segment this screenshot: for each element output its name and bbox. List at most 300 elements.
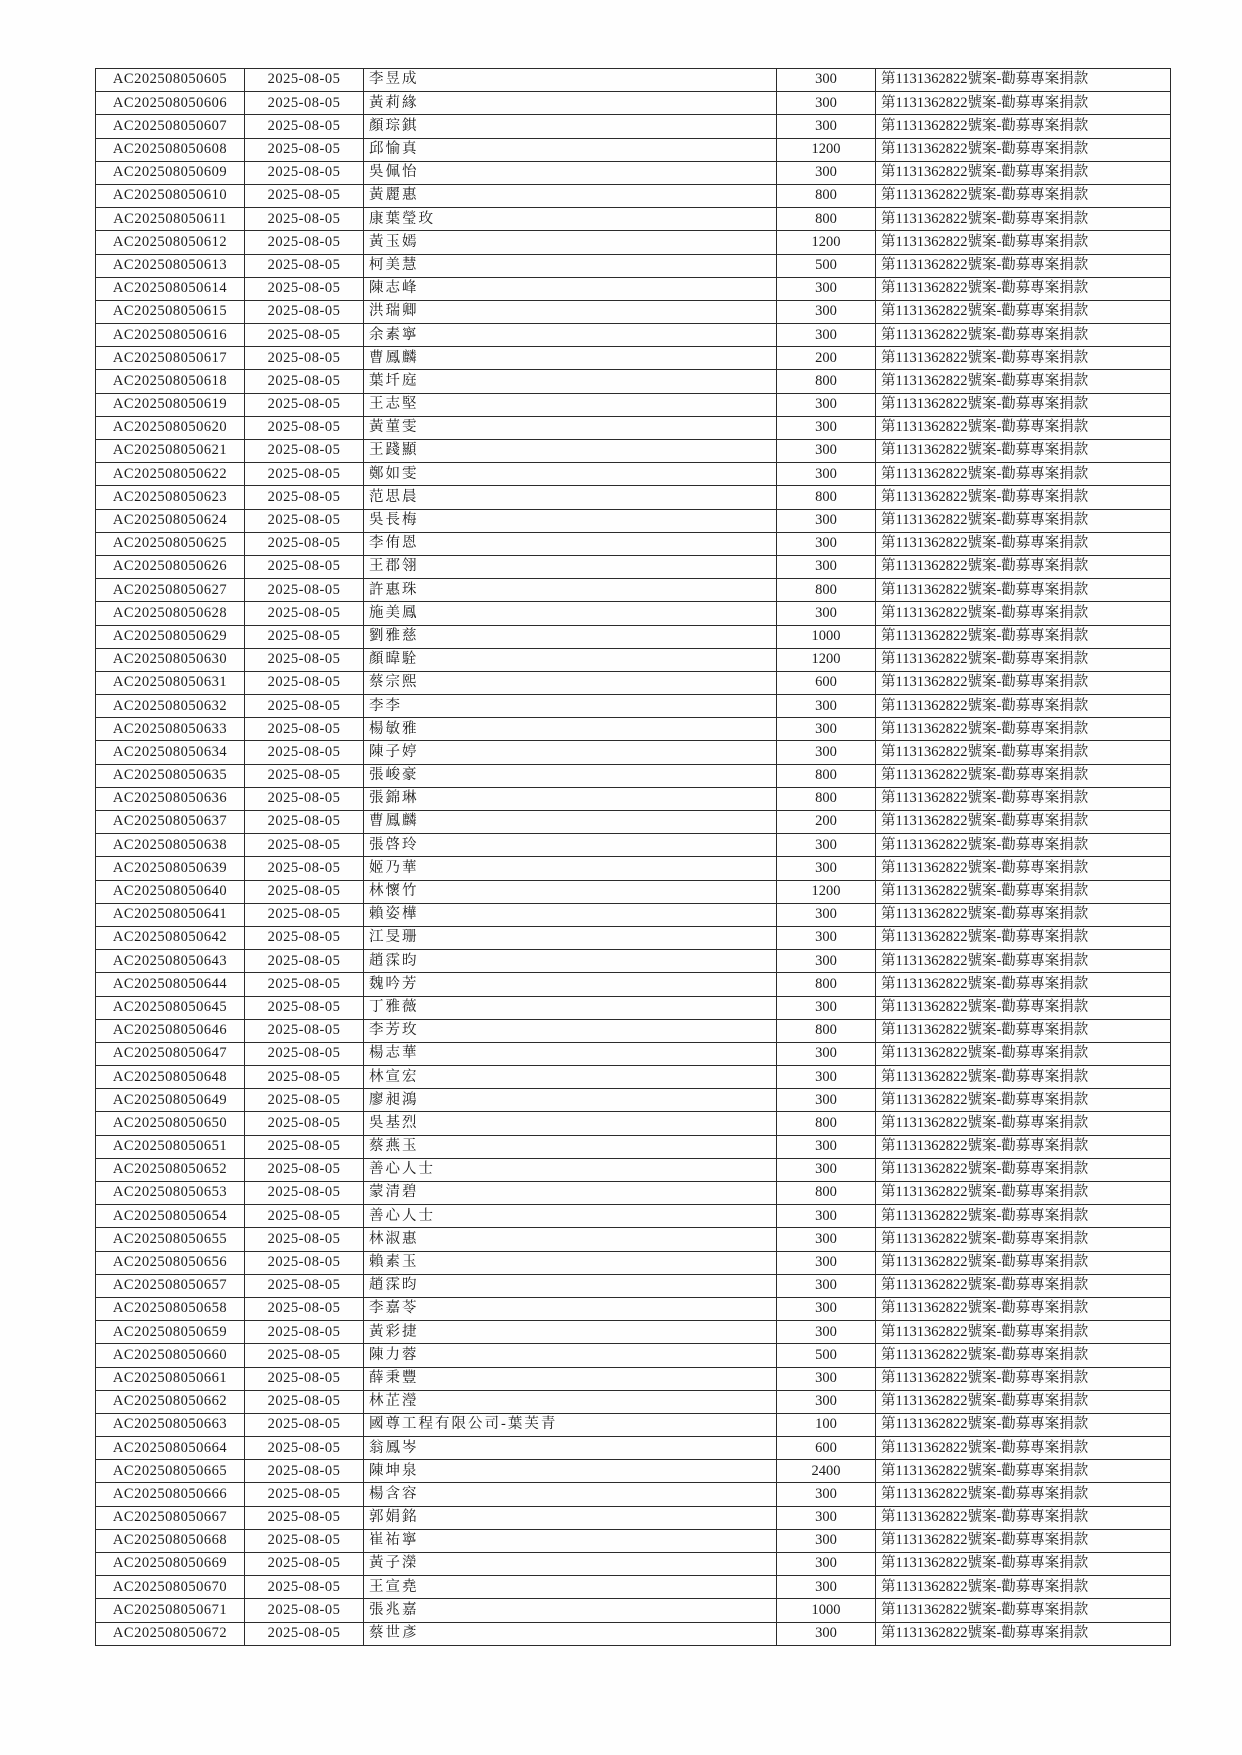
cell-amount: 300 <box>777 1553 876 1576</box>
table-row <box>96 1112 1171 1135</box>
cell-date: 2025-08-05 <box>245 718 364 741</box>
cell-donor-name: 顏暐駩 <box>364 648 777 671</box>
cell-case-label: 第1131362822號案-勸募專案捐款 <box>876 254 1171 277</box>
cell-receipt-id: AC202508050668 <box>96 1529 245 1552</box>
cell-case-label: 第1131362822號案-勸募專案捐款 <box>876 625 1171 648</box>
cell-case-label: 第1131362822號案-勸募專案捐款 <box>876 880 1171 903</box>
cell-amount: 800 <box>777 579 876 602</box>
cell-donor-name: 曹鳳麟 <box>364 347 777 370</box>
cell-donor-name: 善心人士 <box>364 1158 777 1181</box>
cell-donor-name: 丁雅薇 <box>364 996 777 1019</box>
cell-date: 2025-08-05 <box>245 486 364 509</box>
cell-case-label: 第1131362822號案-勸募專案捐款 <box>876 532 1171 555</box>
table-row <box>96 1297 1171 1320</box>
cell-amount: 500 <box>777 1344 876 1367</box>
cell-amount: 200 <box>777 811 876 834</box>
cell-case-label: 第1131362822號案-勸募專案捐款 <box>876 370 1171 393</box>
cell-amount: 300 <box>777 555 876 578</box>
cell-date: 2025-08-05 <box>245 393 364 416</box>
cell-case-label: 第1131362822號案-勸募專案捐款 <box>876 1112 1171 1135</box>
cell-receipt-id: AC202508050647 <box>96 1042 245 1065</box>
cell-donor-name: 趙霂昀 <box>364 1274 777 1297</box>
cell-receipt-id: AC202508050656 <box>96 1251 245 1274</box>
cell-receipt-id: AC202508050670 <box>96 1576 245 1599</box>
cell-donor-name: 王志堅 <box>364 393 777 416</box>
cell-case-label: 第1131362822號案-勸募專案捐款 <box>876 393 1171 416</box>
table-row <box>96 370 1171 393</box>
cell-date: 2025-08-05 <box>245 1321 364 1344</box>
cell-case-label: 第1131362822號案-勸募專案捐款 <box>876 950 1171 973</box>
table-row <box>96 973 1171 996</box>
table-row <box>96 532 1171 555</box>
cell-amount: 800 <box>777 370 876 393</box>
cell-amount: 300 <box>777 1506 876 1529</box>
table-row <box>96 1205 1171 1228</box>
cell-case-label: 第1131362822號案-勸募專案捐款 <box>876 1158 1171 1181</box>
cell-amount: 300 <box>777 532 876 555</box>
cell-case-label: 第1131362822號案-勸募專案捐款 <box>876 1274 1171 1297</box>
cell-donor-name: 余素寧 <box>364 324 777 347</box>
cell-receipt-id: AC202508050646 <box>96 1019 245 1042</box>
cell-date: 2025-08-05 <box>245 1437 364 1460</box>
cell-case-label: 第1131362822號案-勸募專案捐款 <box>876 1483 1171 1506</box>
cell-date: 2025-08-05 <box>245 463 364 486</box>
cell-donor-name: 范思晨 <box>364 486 777 509</box>
table-row <box>96 416 1171 439</box>
cell-case-label: 第1131362822號案-勸募專案捐款 <box>876 1042 1171 1065</box>
cell-date: 2025-08-05 <box>245 926 364 949</box>
cell-date: 2025-08-05 <box>245 1460 364 1483</box>
cell-case-label: 第1131362822號案-勸募專案捐款 <box>876 1576 1171 1599</box>
cell-case-label: 第1131362822號案-勸募專案捐款 <box>876 671 1171 694</box>
cell-donor-name: 王郡翎 <box>364 555 777 578</box>
cell-receipt-id: AC202508050660 <box>96 1344 245 1367</box>
cell-amount: 300 <box>777 1297 876 1320</box>
cell-amount: 2400 <box>777 1460 876 1483</box>
cell-date: 2025-08-05 <box>245 208 364 231</box>
cell-date: 2025-08-05 <box>245 1599 364 1622</box>
cell-amount: 800 <box>777 208 876 231</box>
table-row <box>96 648 1171 671</box>
cell-donor-name: 邱愉真 <box>364 138 777 161</box>
cell-date: 2025-08-05 <box>245 231 364 254</box>
cell-receipt-id: AC202508050662 <box>96 1390 245 1413</box>
cell-receipt-id: AC202508050614 <box>96 277 245 300</box>
cell-date: 2025-08-05 <box>245 1483 364 1506</box>
table-row <box>96 509 1171 532</box>
cell-date: 2025-08-05 <box>245 1042 364 1065</box>
cell-amount: 300 <box>777 1321 876 1344</box>
cell-case-label: 第1131362822號案-勸募專案捐款 <box>876 764 1171 787</box>
table-row <box>96 1228 1171 1251</box>
cell-date: 2025-08-05 <box>245 625 364 648</box>
cell-amount: 300 <box>777 718 876 741</box>
cell-date: 2025-08-05 <box>245 671 364 694</box>
cell-receipt-id: AC202508050631 <box>96 671 245 694</box>
cell-case-label: 第1131362822號案-勸募專案捐款 <box>876 857 1171 880</box>
cell-donor-name: 陳子婷 <box>364 741 777 764</box>
cell-date: 2025-08-05 <box>245 764 364 787</box>
cell-case-label: 第1131362822號案-勸募專案捐款 <box>876 208 1171 231</box>
cell-case-label: 第1131362822號案-勸募專案捐款 <box>876 509 1171 532</box>
cell-amount: 300 <box>777 393 876 416</box>
cell-date: 2025-08-05 <box>245 277 364 300</box>
table-row <box>96 764 1171 787</box>
cell-case-label: 第1131362822號案-勸募專案捐款 <box>876 161 1171 184</box>
cell-receipt-id: AC202508050639 <box>96 857 245 880</box>
cell-amount: 300 <box>777 1483 876 1506</box>
cell-date: 2025-08-05 <box>245 69 364 92</box>
cell-receipt-id: AC202508050620 <box>96 416 245 439</box>
cell-date: 2025-08-05 <box>245 579 364 602</box>
table-row <box>96 161 1171 184</box>
table-row <box>96 1367 1171 1390</box>
cell-case-label: 第1131362822號案-勸募專案捐款 <box>876 1622 1171 1645</box>
cell-receipt-id: AC202508050650 <box>96 1112 245 1135</box>
cell-case-label: 第1131362822號案-勸募專案捐款 <box>876 1019 1171 1042</box>
cell-amount: 300 <box>777 1251 876 1274</box>
cell-date: 2025-08-05 <box>245 1089 364 1112</box>
table-row <box>96 393 1171 416</box>
cell-receipt-id: AC202508050636 <box>96 787 245 810</box>
cell-receipt-id: AC202508050666 <box>96 1483 245 1506</box>
cell-receipt-id: AC202508050606 <box>96 92 245 115</box>
cell-donor-name: 王宣堯 <box>364 1576 777 1599</box>
table-row <box>96 1622 1171 1645</box>
cell-amount: 300 <box>777 440 876 463</box>
cell-date: 2025-08-05 <box>245 787 364 810</box>
cell-donor-name: 賴姿樺 <box>364 903 777 926</box>
cell-case-label: 第1131362822號案-勸募專案捐款 <box>876 1182 1171 1205</box>
cell-date: 2025-08-05 <box>245 811 364 834</box>
cell-case-label: 第1131362822號案-勸募專案捐款 <box>876 92 1171 115</box>
cell-amount: 300 <box>777 1529 876 1552</box>
cell-receipt-id: AC202508050644 <box>96 973 245 996</box>
table-row <box>96 1413 1171 1436</box>
table-row <box>96 1274 1171 1297</box>
cell-donor-name: 趙霂昀 <box>364 950 777 973</box>
table-row <box>96 834 1171 857</box>
cell-donor-name: 郭娟銘 <box>364 1506 777 1529</box>
cell-receipt-id: AC202508050641 <box>96 903 245 926</box>
cell-amount: 300 <box>777 1042 876 1065</box>
cell-amount: 1200 <box>777 880 876 903</box>
cell-donor-name: 姬乃華 <box>364 857 777 880</box>
cell-receipt-id: AC202508050643 <box>96 950 245 973</box>
cell-donor-name: 許惠珠 <box>364 579 777 602</box>
cell-date: 2025-08-05 <box>245 1135 364 1158</box>
table-row <box>96 555 1171 578</box>
cell-receipt-id: AC202508050664 <box>96 1437 245 1460</box>
cell-amount: 300 <box>777 996 876 1019</box>
table-row <box>96 718 1171 741</box>
cell-date: 2025-08-05 <box>245 1158 364 1181</box>
cell-donor-name: 崔祐寧 <box>364 1529 777 1552</box>
cell-date: 2025-08-05 <box>245 1413 364 1436</box>
cell-amount: 300 <box>777 695 876 718</box>
cell-amount: 300 <box>777 1390 876 1413</box>
cell-date: 2025-08-05 <box>245 1228 364 1251</box>
cell-amount: 300 <box>777 1205 876 1228</box>
cell-date: 2025-08-05 <box>245 347 364 370</box>
cell-receipt-id: AC202508050661 <box>96 1367 245 1390</box>
cell-case-label: 第1131362822號案-勸募專案捐款 <box>876 440 1171 463</box>
cell-donor-name: 黃子濚 <box>364 1553 777 1576</box>
cell-receipt-id: AC202508050623 <box>96 486 245 509</box>
cell-case-label: 第1131362822號案-勸募專案捐款 <box>876 787 1171 810</box>
cell-case-label: 第1131362822號案-勸募專案捐款 <box>876 463 1171 486</box>
cell-date: 2025-08-05 <box>245 440 364 463</box>
table-row <box>96 1553 1171 1576</box>
cell-case-label: 第1131362822號案-勸募專案捐款 <box>876 973 1171 996</box>
cell-amount: 300 <box>777 115 876 138</box>
cell-donor-name: 陳坤泉 <box>364 1460 777 1483</box>
cell-case-label: 第1131362822號案-勸募專案捐款 <box>876 903 1171 926</box>
cell-donor-name: 薛秉豐 <box>364 1367 777 1390</box>
cell-date: 2025-08-05 <box>245 903 364 926</box>
cell-receipt-id: AC202508050659 <box>96 1321 245 1344</box>
cell-amount: 300 <box>777 69 876 92</box>
cell-donor-name: 翁鳳岑 <box>364 1437 777 1460</box>
cell-receipt-id: AC202508050633 <box>96 718 245 741</box>
cell-date: 2025-08-05 <box>245 254 364 277</box>
cell-amount: 300 <box>777 509 876 532</box>
cell-case-label: 第1131362822號案-勸募專案捐款 <box>876 555 1171 578</box>
table-row <box>96 1158 1171 1181</box>
cell-amount: 300 <box>777 416 876 439</box>
cell-receipt-id: AC202508050651 <box>96 1135 245 1158</box>
cell-donor-name: 曹鳳麟 <box>364 811 777 834</box>
cell-receipt-id: AC202508050619 <box>96 393 245 416</box>
cell-amount: 300 <box>777 1066 876 1089</box>
cell-date: 2025-08-05 <box>245 834 364 857</box>
cell-amount: 300 <box>777 1228 876 1251</box>
table-row <box>96 69 1171 92</box>
cell-amount: 300 <box>777 1158 876 1181</box>
cell-date: 2025-08-05 <box>245 1344 364 1367</box>
table-row <box>96 300 1171 323</box>
table-row <box>96 277 1171 300</box>
table-row <box>96 1506 1171 1529</box>
cell-amount: 300 <box>777 1089 876 1112</box>
cell-receipt-id: AC202508050618 <box>96 370 245 393</box>
cell-date: 2025-08-05 <box>245 1112 364 1135</box>
cell-receipt-id: AC202508050654 <box>96 1205 245 1228</box>
cell-donor-name: 林懷竹 <box>364 880 777 903</box>
cell-donor-name: 林宣宏 <box>364 1066 777 1089</box>
cell-receipt-id: AC202508050669 <box>96 1553 245 1576</box>
table-row <box>96 1599 1171 1622</box>
table-row <box>96 787 1171 810</box>
cell-donor-name: 蒙清碧 <box>364 1182 777 1205</box>
cell-receipt-id: AC202508050665 <box>96 1460 245 1483</box>
cell-receipt-id: AC202508050649 <box>96 1089 245 1112</box>
table-row <box>96 1529 1171 1552</box>
cell-amount: 1200 <box>777 138 876 161</box>
cell-donor-name: 楊敏雅 <box>364 718 777 741</box>
cell-date: 2025-08-05 <box>245 1576 364 1599</box>
table-row <box>96 1089 1171 1112</box>
cell-date: 2025-08-05 <box>245 973 364 996</box>
cell-date: 2025-08-05 <box>245 1529 364 1552</box>
cell-donor-name: 蔡宗熙 <box>364 671 777 694</box>
cell-donor-name: 黃莉緣 <box>364 92 777 115</box>
cell-receipt-id: AC202508050634 <box>96 741 245 764</box>
table-row <box>96 92 1171 115</box>
cell-receipt-id: AC202508050617 <box>96 347 245 370</box>
cell-donor-name: 林芷瀅 <box>364 1390 777 1413</box>
cell-donor-name: 廖昶鴻 <box>364 1089 777 1112</box>
cell-date: 2025-08-05 <box>245 1367 364 1390</box>
cell-receipt-id: AC202508050672 <box>96 1622 245 1645</box>
cell-receipt-id: AC202508050637 <box>96 811 245 834</box>
cell-date: 2025-08-05 <box>245 416 364 439</box>
cell-amount: 300 <box>777 903 876 926</box>
cell-donor-name: 葉圲庭 <box>364 370 777 393</box>
table-row <box>96 324 1171 347</box>
cell-case-label: 第1131362822號案-勸募專案捐款 <box>876 277 1171 300</box>
cell-case-label: 第1131362822號案-勸募專案捐款 <box>876 1344 1171 1367</box>
cell-receipt-id: AC202508050648 <box>96 1066 245 1089</box>
cell-receipt-id: AC202508050629 <box>96 625 245 648</box>
cell-amount: 1000 <box>777 625 876 648</box>
cell-receipt-id: AC202508050621 <box>96 440 245 463</box>
cell-date: 2025-08-05 <box>245 1066 364 1089</box>
table-row <box>96 184 1171 207</box>
cell-case-label: 第1131362822號案-勸募專案捐款 <box>876 1437 1171 1460</box>
cell-case-label: 第1131362822號案-勸募專案捐款 <box>876 1135 1171 1158</box>
cell-case-label: 第1131362822號案-勸募專案捐款 <box>876 138 1171 161</box>
table-row <box>96 486 1171 509</box>
cell-date: 2025-08-05 <box>245 1553 364 1576</box>
cell-date: 2025-08-05 <box>245 161 364 184</box>
table-row <box>96 579 1171 602</box>
cell-case-label: 第1131362822號案-勸募專案捐款 <box>876 602 1171 625</box>
cell-receipt-id: AC202508050657 <box>96 1274 245 1297</box>
cell-case-label: 第1131362822號案-勸募專案捐款 <box>876 231 1171 254</box>
cell-case-label: 第1131362822號案-勸募專案捐款 <box>876 184 1171 207</box>
cell-case-label: 第1131362822號案-勸募專案捐款 <box>876 1228 1171 1251</box>
cell-donor-name: 鄭如雯 <box>364 463 777 486</box>
cell-case-label: 第1131362822號案-勸募專案捐款 <box>876 1413 1171 1436</box>
cell-receipt-id: AC202508050607 <box>96 115 245 138</box>
cell-case-label: 第1131362822號案-勸募專案捐款 <box>876 648 1171 671</box>
cell-amount: 300 <box>777 277 876 300</box>
cell-case-label: 第1131362822號案-勸募專案捐款 <box>876 695 1171 718</box>
table-row <box>96 254 1171 277</box>
cell-date: 2025-08-05 <box>245 1506 364 1529</box>
cell-date: 2025-08-05 <box>245 324 364 347</box>
cell-receipt-id: AC202508050605 <box>96 69 245 92</box>
cell-receipt-id: AC202508050624 <box>96 509 245 532</box>
table-row <box>96 1460 1171 1483</box>
cell-donor-name: 陳力蓉 <box>364 1344 777 1367</box>
cell-amount: 300 <box>777 857 876 880</box>
cell-date: 2025-08-05 <box>245 1019 364 1042</box>
cell-amount: 200 <box>777 347 876 370</box>
cell-donor-name: 楊志華 <box>364 1042 777 1065</box>
cell-date: 2025-08-05 <box>245 857 364 880</box>
cell-case-label: 第1131362822號案-勸募專案捐款 <box>876 1390 1171 1413</box>
table-row <box>96 857 1171 880</box>
cell-amount: 300 <box>777 602 876 625</box>
cell-donor-name: 江旻珊 <box>364 926 777 949</box>
cell-amount: 800 <box>777 1182 876 1205</box>
cell-case-label: 第1131362822號案-勸募專案捐款 <box>876 741 1171 764</box>
cell-donor-name: 林淑惠 <box>364 1228 777 1251</box>
cell-receipt-id: AC202508050625 <box>96 532 245 555</box>
cell-amount: 300 <box>777 463 876 486</box>
cell-receipt-id: AC202508050653 <box>96 1182 245 1205</box>
cell-case-label: 第1131362822號案-勸募專案捐款 <box>876 324 1171 347</box>
cell-donor-name: 康葉瑩玫 <box>364 208 777 231</box>
cell-receipt-id: AC202508050645 <box>96 996 245 1019</box>
cell-date: 2025-08-05 <box>245 880 364 903</box>
table-row <box>96 811 1171 834</box>
table-row <box>96 115 1171 138</box>
table-row <box>96 1390 1171 1413</box>
cell-date: 2025-08-05 <box>245 300 364 323</box>
cell-amount: 1200 <box>777 231 876 254</box>
cell-amount: 300 <box>777 1274 876 1297</box>
cell-case-label: 第1131362822號案-勸募專案捐款 <box>876 1529 1171 1552</box>
cell-receipt-id: AC202508050627 <box>96 579 245 602</box>
cell-donor-name: 吳基烈 <box>364 1112 777 1135</box>
cell-case-label: 第1131362822號案-勸募專案捐款 <box>876 300 1171 323</box>
cell-amount: 100 <box>777 1413 876 1436</box>
cell-date: 2025-08-05 <box>245 741 364 764</box>
cell-donor-name: 張錦琳 <box>364 787 777 810</box>
cell-date: 2025-08-05 <box>245 1390 364 1413</box>
cell-receipt-id: AC202508050626 <box>96 555 245 578</box>
table-row <box>96 950 1171 973</box>
cell-receipt-id: AC202508050615 <box>96 300 245 323</box>
cell-amount: 800 <box>777 787 876 810</box>
cell-donor-name: 黃菫雯 <box>364 416 777 439</box>
table-row <box>96 347 1171 370</box>
cell-receipt-id: AC202508050612 <box>96 231 245 254</box>
cell-receipt-id: AC202508050611 <box>96 208 245 231</box>
table-row <box>96 926 1171 949</box>
cell-receipt-id: AC202508050622 <box>96 463 245 486</box>
cell-amount: 300 <box>777 1622 876 1645</box>
cell-amount: 300 <box>777 324 876 347</box>
cell-case-label: 第1131362822號案-勸募專案捐款 <box>876 718 1171 741</box>
cell-donor-name: 李李 <box>364 695 777 718</box>
donation-record-table <box>95 68 1171 1646</box>
cell-amount: 800 <box>777 486 876 509</box>
cell-receipt-id: AC202508050655 <box>96 1228 245 1251</box>
cell-case-label: 第1131362822號案-勸募專案捐款 <box>876 1089 1171 1112</box>
cell-case-label: 第1131362822號案-勸募專案捐款 <box>876 1066 1171 1089</box>
cell-amount: 300 <box>777 92 876 115</box>
cell-receipt-id: AC202508050635 <box>96 764 245 787</box>
table-row <box>96 996 1171 1019</box>
cell-date: 2025-08-05 <box>245 509 364 532</box>
cell-donor-name: 王踐顯 <box>364 440 777 463</box>
cell-case-label: 第1131362822號案-勸募專案捐款 <box>876 69 1171 92</box>
table-row <box>96 1437 1171 1460</box>
donation-table-body <box>96 69 1171 1646</box>
cell-donor-name: 吳佩怡 <box>364 161 777 184</box>
cell-date: 2025-08-05 <box>245 184 364 207</box>
cell-case-label: 第1131362822號案-勸募專案捐款 <box>876 1599 1171 1622</box>
cell-case-label: 第1131362822號案-勸募專案捐款 <box>876 834 1171 857</box>
cell-amount: 600 <box>777 1437 876 1460</box>
cell-case-label: 第1131362822號案-勸募專案捐款 <box>876 1553 1171 1576</box>
cell-receipt-id: AC202508050630 <box>96 648 245 671</box>
cell-amount: 300 <box>777 950 876 973</box>
